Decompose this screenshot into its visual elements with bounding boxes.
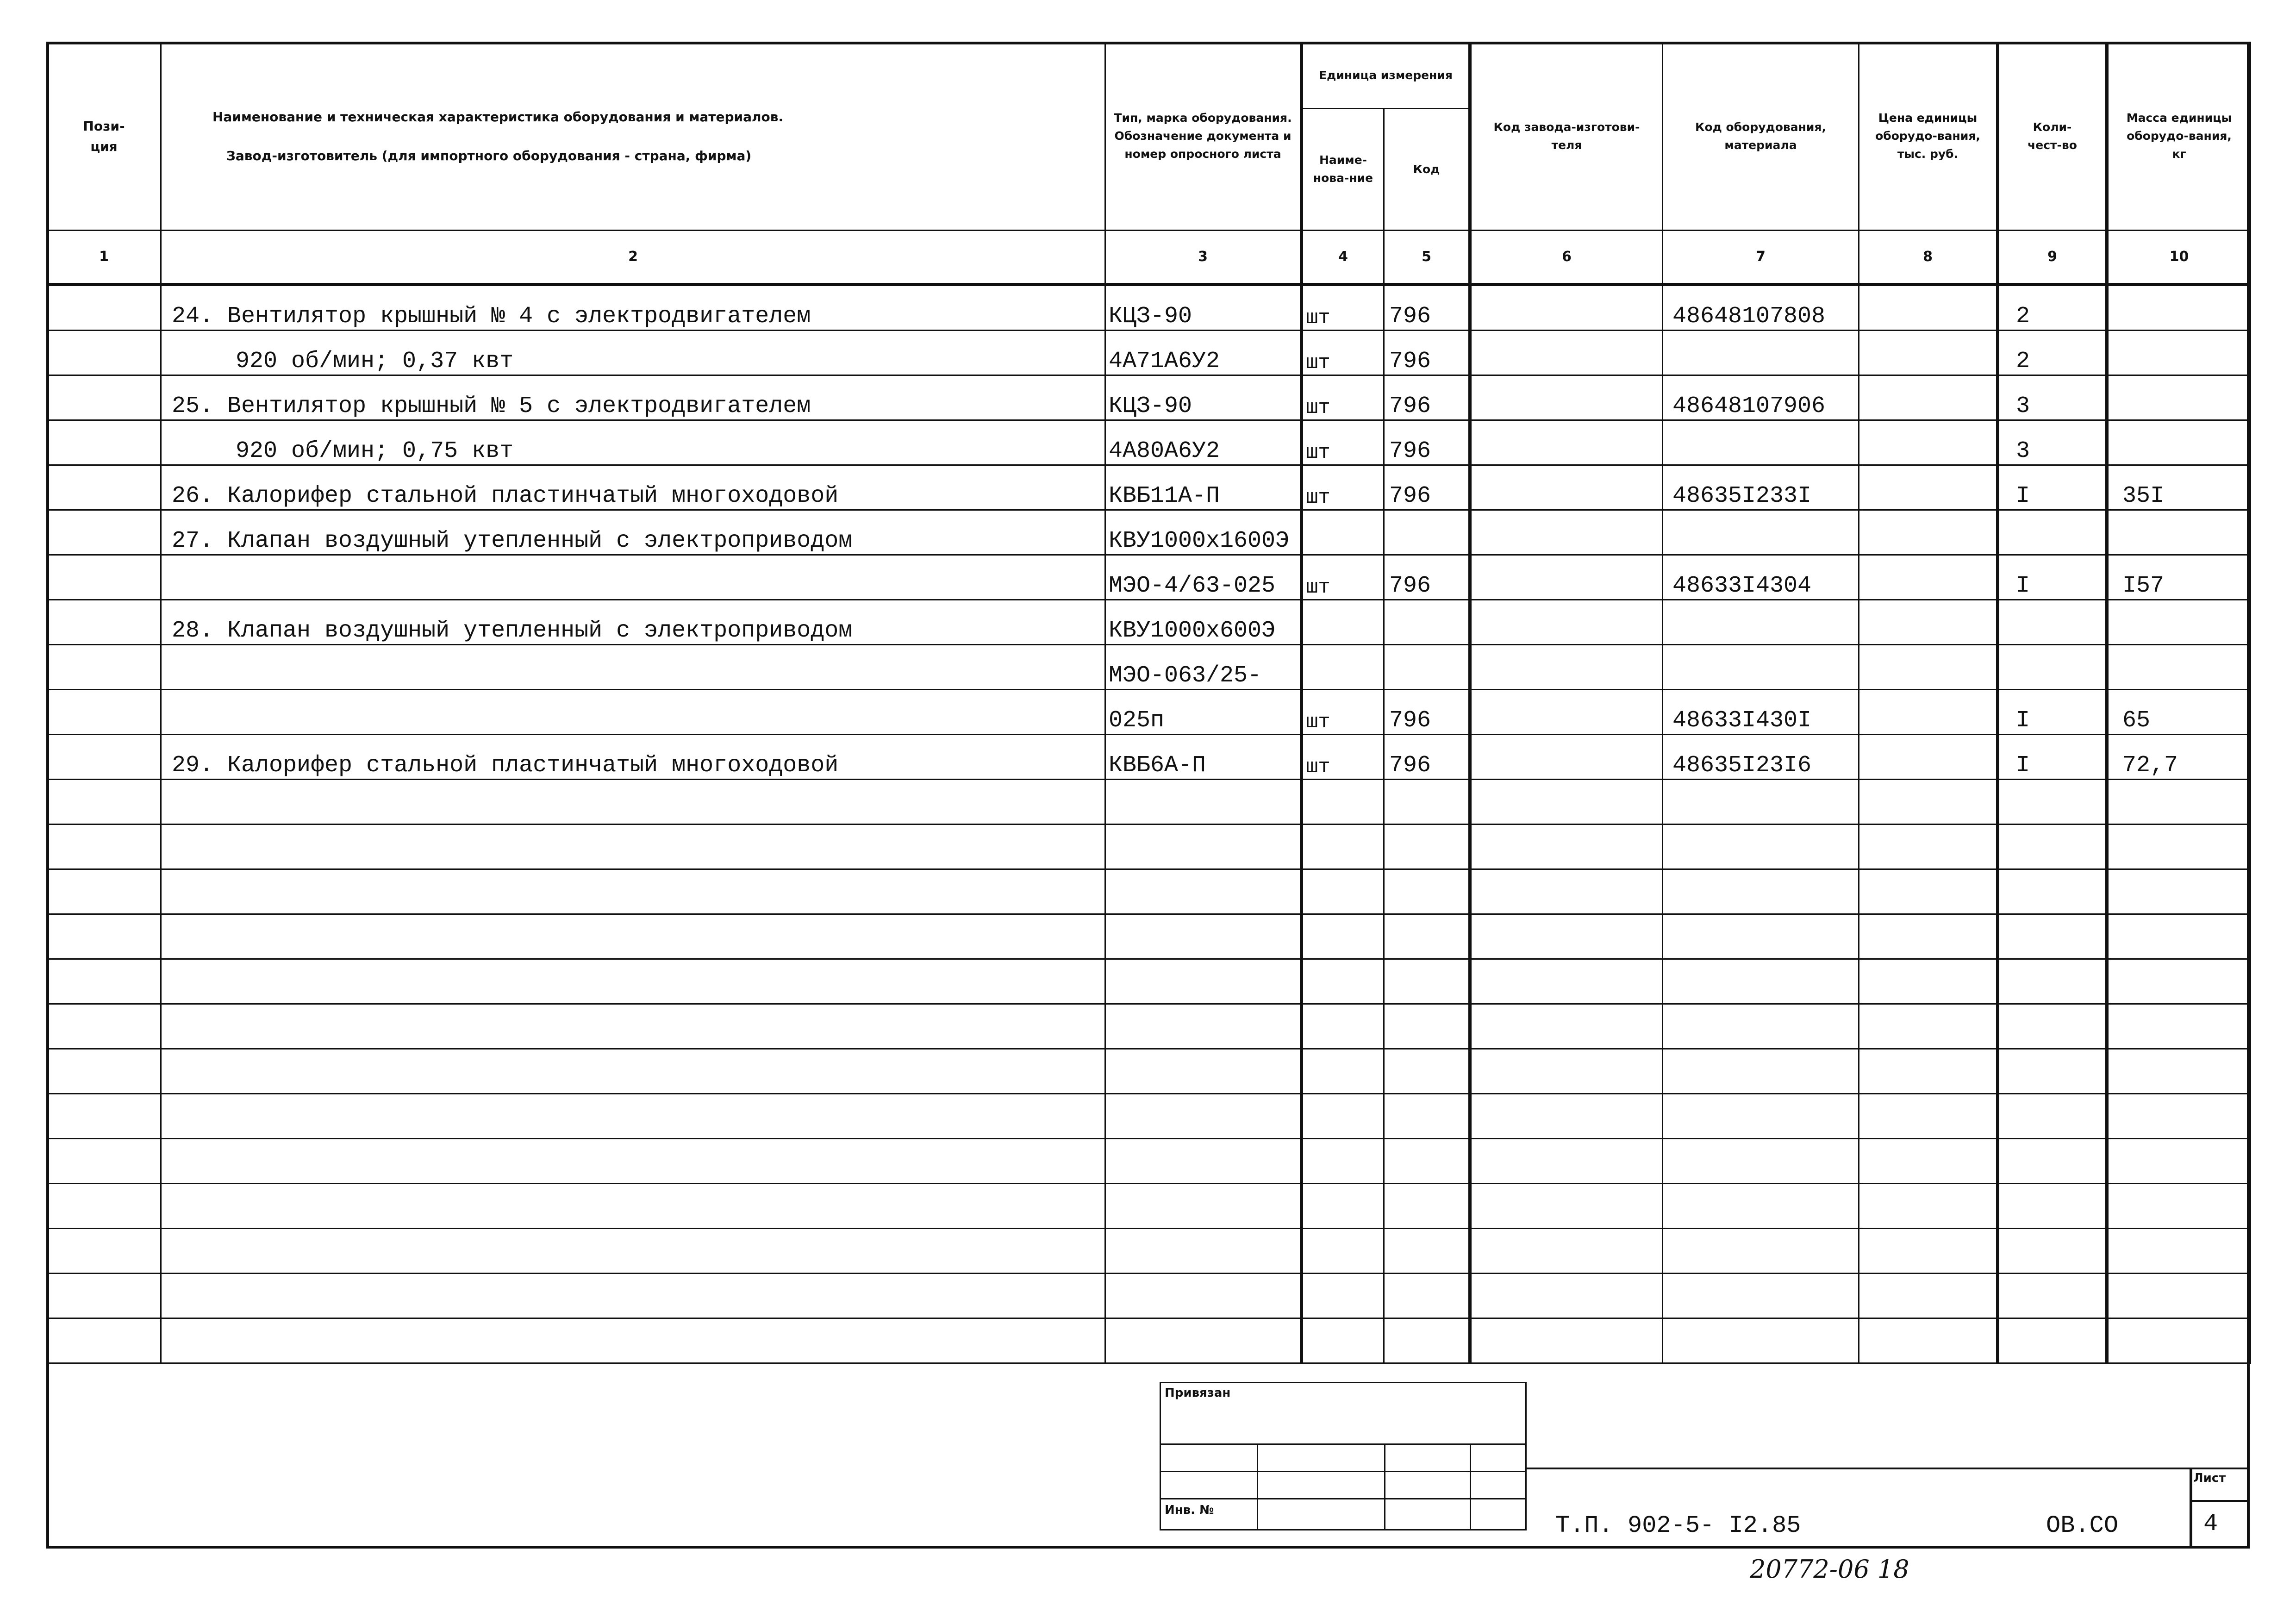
table-cell-col7: 48648107906 [1663, 375, 1859, 420]
header-name-line1: Наименование и техническая характеристика оборудования и материалов. [212, 109, 784, 125]
table-cell-col10: 35I [2107, 465, 2251, 510]
header-factory-code: Код завода-изготови-теля [1470, 43, 1663, 231]
table-cell-col5: 796 [1384, 690, 1470, 735]
table-cell-col3: КЦЗ-90 [1105, 375, 1302, 420]
table-cell-col9: I [1998, 465, 2107, 510]
sheet-label: Лист [2193, 1471, 2226, 1485]
table-cell-col4: шт [1302, 465, 1384, 510]
table-cell-col5: 796 [1384, 555, 1470, 600]
table-cell-col4: шт [1302, 735, 1384, 780]
archive-number: 20772-06 18 [1750, 1555, 1909, 1584]
colnum-7: 7 [1663, 231, 1859, 285]
table-cell-col4: шт [1302, 690, 1384, 735]
table-cell-col4: шт [1302, 285, 1384, 331]
table-cell-col5: 796 [1384, 331, 1470, 375]
table-cell-col4: шт [1302, 555, 1384, 600]
colnum-3: 3 [1105, 231, 1302, 285]
table-cell-col4: шт [1302, 375, 1384, 420]
table-cell-col3: КВБ11А-П [1105, 465, 1302, 510]
drawing-frame [46, 42, 2250, 1549]
table-cell-col2: 28. Клапан воздушный утепленный с электроприводом [161, 600, 1105, 645]
colnum-10: 10 [2107, 231, 2251, 285]
table-cell-col9: I [1998, 555, 2107, 600]
table-cell-col7: 48635I23I6 [1663, 735, 1859, 780]
header-unit-code: Код [1384, 109, 1470, 231]
header-quantity: Коли-чест-во [1998, 43, 2107, 231]
header-price: Цена единицы оборудо-вания, тыс. руб. [1859, 43, 1998, 231]
table-cell-col5: 796 [1384, 735, 1470, 780]
table-cell-col3: КВУ1000х600Э [1105, 600, 1302, 645]
table-cell-col7: 48635I233I [1663, 465, 1859, 510]
header-type: Тип, марка оборудования. Обозначение документа и номер опросного листа [1105, 43, 1302, 231]
table-cell-col9: 3 [1998, 420, 2107, 465]
header-unit-name: Наиме-нова-ние [1302, 109, 1384, 231]
document-code: Т.П. 902-5- I2.85 [1555, 1512, 1801, 1539]
table-cell-col2: 29. Калорифер стальной пластинчатый многоходовой [161, 735, 1105, 780]
table-cell-col3: МЭО-4/63-025 [1105, 555, 1302, 600]
table-cell-col7: 48633I430I [1663, 690, 1859, 735]
table-cell-col2: 24. Вентилятор крышный № 4 с электродвигателем [161, 285, 1105, 331]
table-cell-col10: 72,7 [2107, 735, 2251, 780]
table-cell-col3: 4А71А6У2 [1105, 331, 1302, 375]
colnum-8: 8 [1859, 231, 1998, 285]
table-cell-col9: I [1998, 690, 2107, 735]
colnum-9: 9 [1998, 231, 2107, 285]
table-cell-col2: 27. Клапан воздушный утепленный с электроприводом [161, 510, 1105, 555]
table-cell-col2: 920 об/мин; 0,37 квт [161, 331, 1105, 375]
table-cell-col3: КЦЗ-90 [1105, 285, 1302, 331]
table-cell-col2: 26. Калорифер стальной пластинчатый многоходовой [161, 465, 1105, 510]
table-cell-col9: 2 [1998, 285, 2107, 331]
header-equipment-code: Код оборудования, материала [1663, 43, 1859, 231]
table-cell-col10: I57 [2107, 555, 2251, 600]
colnum-6: 6 [1470, 231, 1663, 285]
header-unit-group: Единица измерения [1302, 43, 1470, 109]
colnum-2: 2 [161, 231, 1105, 285]
header-name-line2: Завод-изготовитель (для импортного оборудования - страна, фирма) [226, 148, 752, 163]
table-cell-col5: 796 [1384, 465, 1470, 510]
table-cell-col10: 65 [2107, 690, 2251, 735]
table-cell-col3: МЭО-063/25- [1105, 645, 1302, 690]
table-cell-col4: шт [1302, 331, 1384, 375]
table-cell-col2: 25. Вентилятор крышный № 5 с электродвигателем [161, 375, 1105, 420]
colnum-1: 1 [47, 231, 161, 285]
table-cell-col2: 920 об/мин; 0,75 квт [161, 420, 1105, 465]
colnum-4: 4 [1302, 231, 1384, 285]
table-cell-col7: 48633I4304 [1663, 555, 1859, 600]
attached-label: Привязан [1160, 1383, 1526, 1444]
table-cell-col5: 796 [1384, 420, 1470, 465]
inventory-label: Инв. № [1160, 1499, 1258, 1530]
sheet-number: 4 [2203, 1510, 2218, 1537]
table-cell-col3: КВУ1000х1600Э [1105, 510, 1302, 555]
colnum-5: 5 [1384, 231, 1470, 285]
header-position: Пози- ция [47, 43, 161, 231]
table-cell-col3: 4А80А6У2 [1105, 420, 1302, 465]
table-cell-col3: КВБ6А-П [1105, 735, 1302, 780]
table-cell-col9: I [1998, 735, 2107, 780]
table-cell-col9: 2 [1998, 331, 2107, 375]
table-cell-col5: 796 [1384, 375, 1470, 420]
table-cell-col7: 48648107808 [1663, 285, 1859, 331]
table-cell-col9: 3 [1998, 375, 2107, 420]
header-mass: Масса единицы оборудо-вания, кг [2107, 43, 2251, 231]
table-cell-col4: шт [1302, 420, 1384, 465]
document-section: ОВ.СО [2046, 1512, 2119, 1539]
table-cell-col3: 025п [1105, 690, 1302, 735]
table-cell-col5: 796 [1384, 285, 1470, 331]
